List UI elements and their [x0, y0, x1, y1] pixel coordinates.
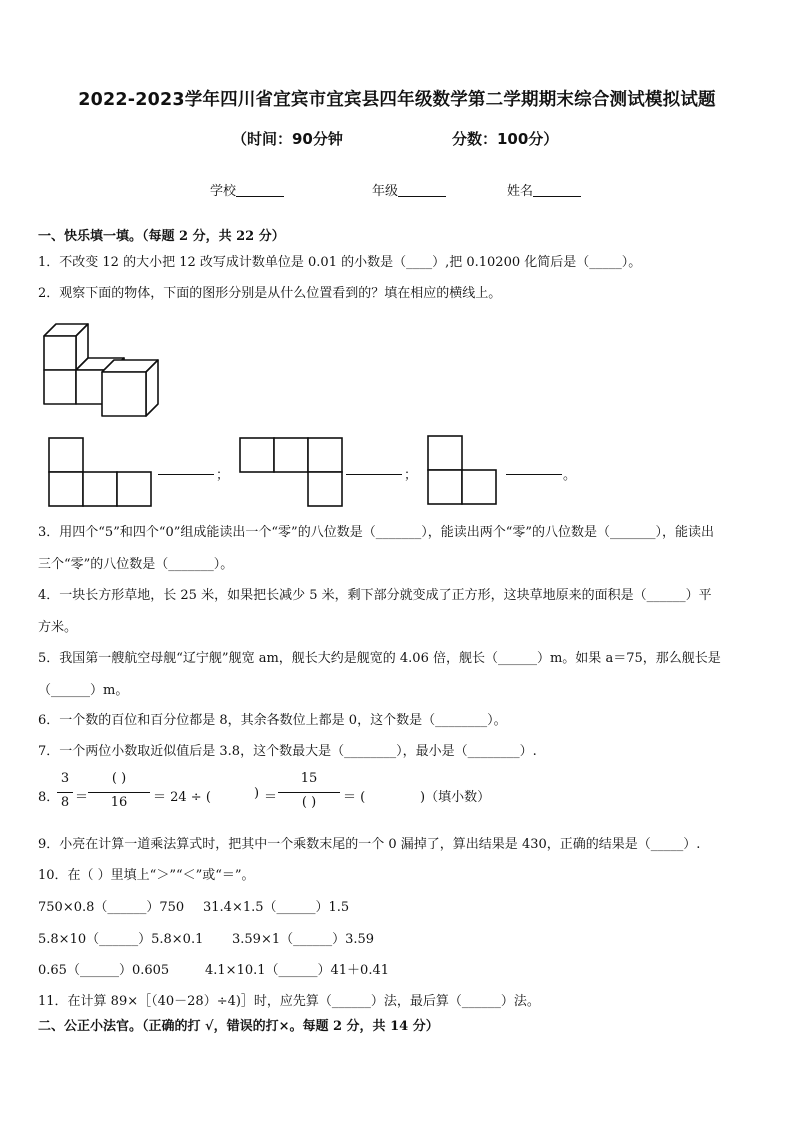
compare-item: 5.8×10（______）5.8×0.1 [38, 932, 204, 947]
question-4-line-1: 4．一块长方形草地，长 25 米，如果把长减少 5 米，剩下部分就变成了正方形，这块草地原来的面积是（______）平 [38, 588, 712, 603]
grade-blank[interactable] [398, 183, 446, 197]
separator: ； [216, 468, 230, 483]
fraction-bar [57, 792, 73, 793]
view-1-figure [46, 436, 156, 508]
grade-field [372, 180, 446, 199]
view-3-answer-line[interactable] [506, 462, 562, 475]
question-1: 1．不改变 12 的大小把 12 改写成计数单位是 0.01 的小数是（____）,把 0.10200 化简后是（_____）。 [38, 255, 642, 270]
question-10-heading: 10．在（ ）里填上“＞”“＜”或“＝”。 [38, 868, 255, 883]
school-label: 学校 [210, 184, 237, 199]
section-2-heading: 二、公正小法官。（正确的打 √，错误的打×。每题 2 分，共 14 分） [38, 1019, 439, 1034]
name-label: 姓名 [507, 184, 534, 199]
section-1-heading: 一、快乐填一填。（每题 2 分，共 22 分） [38, 229, 285, 244]
view-2-figure [238, 436, 348, 508]
period: 。 [563, 468, 577, 483]
view-2-answer-line[interactable] [346, 462, 402, 475]
fraction-1-numerator: 3 [60, 771, 70, 786]
fraction-1-denominator: 8 [60, 795, 70, 810]
cube-solid-figure [40, 320, 164, 420]
equals-open: ＝ ( [343, 790, 366, 805]
question-4-line-2: 方米。 [38, 620, 78, 635]
view-1-answer-line[interactable] [158, 462, 214, 475]
fraction-2-numerator-blank[interactable]: ( ) [111, 771, 127, 786]
equals: ＝ [75, 790, 89, 805]
question-3-line-1: 3．用四个“5”和四个“0”组成能读出一个“零”的八位数是（_______），能读出两个“零”的八位数是（_______），能读出 [38, 525, 714, 540]
compare-item: 750×0.8（______）750 [38, 900, 185, 915]
question-9: 9．小亮在计算一道乘法算式时，把其中一个乘数末尾的一个 0 漏掉了，算出结果是 430，正确的结果是（_____）. [38, 837, 701, 852]
separator: ； [404, 468, 418, 483]
compare-item: 3.59×1（______）3.59 [232, 932, 375, 947]
fraction-2-denominator: 16 [110, 795, 128, 810]
compare-item: 31.4×1.5（______）1.5 [203, 900, 350, 915]
equals: ＝ [264, 790, 278, 805]
name-field [507, 180, 581, 199]
question-6: 6．一个数的百位和百分位都是 8，其余各数位上都是 0，这个数是（________）。 [38, 713, 507, 728]
school-field [210, 180, 284, 199]
question-2: 2．观察下面的物体，下面的图形分别是从什么位置看到的？填在相应的横线上。 [38, 286, 502, 301]
fraction-bar [88, 792, 150, 793]
page-title: 2022-2023学年四川省宜宾市宜宾县四年级数学第二学期期末综合测试模拟试题 [78, 90, 716, 110]
compare-item: 4.1×10.1（______）41＋0.41 [205, 963, 389, 978]
school-blank[interactable] [236, 183, 284, 197]
question-5-line-2: （______）m。 [38, 683, 129, 698]
question-8-number: 8． [38, 790, 60, 805]
question-11: 11．在计算 89×［（40－28）÷4)］时，应先算（______）法，最后算（______）法。 [38, 994, 540, 1009]
fraction-3-numerator: 15 [300, 771, 318, 786]
grade-label: 年级 [372, 184, 399, 199]
division-expression: ＝ 24 ÷ ( [153, 790, 211, 805]
question-3-line-2: 三个“零”的八位数是（_______）。 [38, 557, 234, 572]
name-blank[interactable] [533, 183, 581, 197]
fraction-bar [278, 792, 340, 793]
exam-score: 分数：100分） [452, 130, 559, 148]
question-5-line-1: 5．我国第一艘航空母舰“辽宁舰”舰宽 am，舰长大约是舰宽的 4.06 倍，舰长（______）m。如果 a＝75，那么舰长是 [38, 651, 721, 666]
compare-item: 0.65（______）0.605 [38, 963, 170, 978]
division-blank[interactable] [208, 786, 252, 798]
exam-time: （时间：90分钟 [232, 130, 343, 148]
close-paren: ) [254, 786, 260, 801]
fill-decimal-hint: )（填小数） [420, 790, 491, 805]
fraction-3-denominator-blank[interactable]: ( ) [301, 795, 317, 810]
view-3-figure [426, 434, 500, 508]
question-7: 7．一个两位小数取近似值后是 3.8，这个数最大是（________），最小是（________）. [38, 744, 537, 759]
